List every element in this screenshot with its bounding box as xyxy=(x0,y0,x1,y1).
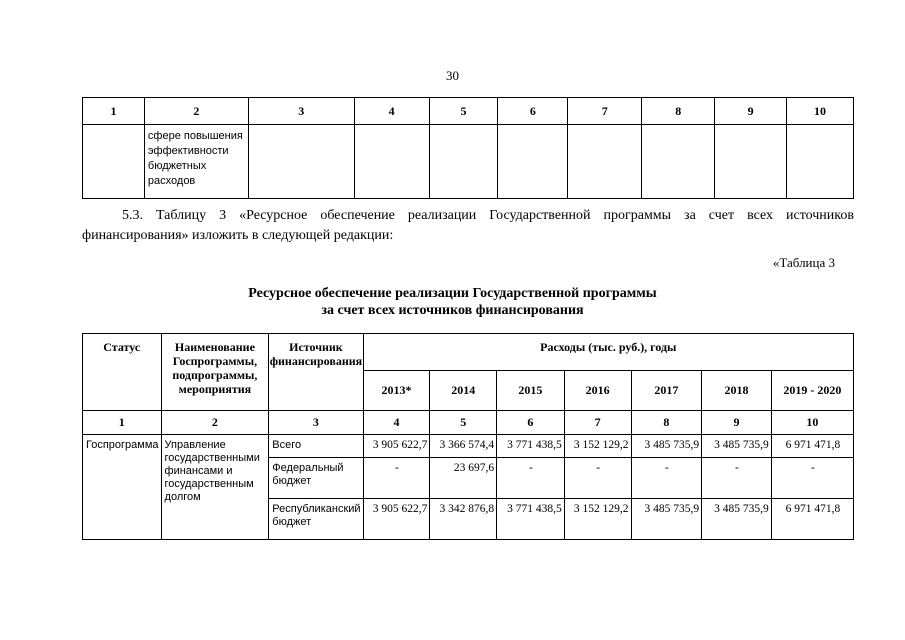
column-number: 10 xyxy=(771,411,853,435)
value-cell: 23 697,6 xyxy=(430,458,497,499)
value-cell: - xyxy=(497,458,565,499)
value-cell: 6 971 471,8 xyxy=(771,499,853,540)
empty-cell xyxy=(787,125,854,199)
column-number: 3 xyxy=(269,411,363,435)
empty-cell xyxy=(248,125,354,199)
expenses-header: Расходы (тыс. руб.), годы xyxy=(363,334,853,371)
table-reference: «Таблица 3 xyxy=(772,255,835,270)
column-number: 9 xyxy=(702,411,772,435)
value-cell: 3 485 735,9 xyxy=(631,435,702,458)
empty-cell xyxy=(715,125,787,199)
value-cell: - xyxy=(702,458,772,499)
continuation-row xyxy=(83,125,854,199)
column-number: 1 xyxy=(83,98,145,125)
value-cell: - xyxy=(363,458,430,499)
resource-table xyxy=(82,333,854,540)
empty-cell xyxy=(642,125,715,199)
table-title xyxy=(0,285,905,319)
column-number: 7 xyxy=(564,411,631,435)
column-number: 5 xyxy=(429,98,498,125)
column-number-row xyxy=(83,411,854,435)
column-number: 6 xyxy=(498,98,568,125)
value-cell: 3 905 622,7 xyxy=(363,499,430,540)
value-cell: 3 485 735,9 xyxy=(702,435,772,458)
column-number: 1 xyxy=(83,411,162,435)
value-cell: 6 971 471,8 xyxy=(771,435,853,458)
year-header: 2016 xyxy=(564,371,631,411)
column-number: 4 xyxy=(363,411,430,435)
source-cell: Федеральный бюджет xyxy=(269,458,363,499)
source-header: Источник финансирования xyxy=(269,334,363,411)
header-row xyxy=(83,334,854,371)
year-header: 2019 - 2020 xyxy=(771,371,853,411)
empty-cell xyxy=(83,125,145,199)
column-number: 6 xyxy=(497,411,565,435)
year-header: 2014 xyxy=(430,371,497,411)
table-title-line: за счет всех источников финансирования xyxy=(321,303,584,318)
continuation-cell-text: сфере повышения эффективности бюджетных расходов xyxy=(144,125,248,199)
column-number: 8 xyxy=(642,98,715,125)
value-cell: 3 905 622,7 xyxy=(363,435,430,458)
column-number: 7 xyxy=(568,98,642,125)
year-header: 2017 xyxy=(631,371,702,411)
value-cell: 3 342 876,8 xyxy=(430,499,497,540)
column-number: 4 xyxy=(354,98,429,125)
value-cell: - xyxy=(564,458,631,499)
continuation-header-row xyxy=(83,98,854,125)
year-header: 2015 xyxy=(497,371,565,411)
value-cell: 3 366 574,4 xyxy=(430,435,497,458)
column-number: 9 xyxy=(715,98,787,125)
value-cell: 3 152 129,2 xyxy=(564,499,631,540)
column-number: 2 xyxy=(161,411,269,435)
column-number: 2 xyxy=(144,98,248,125)
value-cell: 3 485 735,9 xyxy=(631,499,702,540)
column-number: 3 xyxy=(248,98,354,125)
empty-cell xyxy=(568,125,642,199)
status-header: Статус xyxy=(83,334,162,411)
year-header: 2018 xyxy=(702,371,772,411)
table-row xyxy=(83,435,854,458)
continuation-table xyxy=(82,97,854,199)
value-cell: - xyxy=(631,458,702,499)
value-cell: 3 485 735,9 xyxy=(702,499,772,540)
page-number: 30 xyxy=(446,68,459,83)
value-cell: 3 152 129,2 xyxy=(564,435,631,458)
empty-cell xyxy=(429,125,498,199)
status-cell: Госпрограмма xyxy=(83,435,162,540)
value-cell: 3 771 438,5 xyxy=(497,499,565,540)
table-title-line: Ресурсное обеспечение реализации Государственной программы xyxy=(248,286,657,301)
value-cell: 3 771 438,5 xyxy=(497,435,565,458)
source-cell: Всего xyxy=(269,435,363,458)
name-header: Наименование Госпрограммы, подпрограммы, мероприятия xyxy=(161,334,269,411)
column-number: 8 xyxy=(631,411,702,435)
year-header: 2013* xyxy=(363,371,430,411)
column-number: 10 xyxy=(787,98,854,125)
amendment-paragraph: 5.3. Таблицу 3 «Ресурсное обеспечение реализации Государственной программы за счет всех источников финансирования» изложить в следующей редакции: xyxy=(82,208,854,243)
value-cell: - xyxy=(771,458,853,499)
column-number: 5 xyxy=(430,411,497,435)
empty-cell xyxy=(354,125,429,199)
program-name-cell: Управление государственными финансами и государственным долгом xyxy=(161,435,269,540)
empty-cell xyxy=(498,125,568,199)
source-cell: Республиканский бюджет xyxy=(269,499,363,540)
